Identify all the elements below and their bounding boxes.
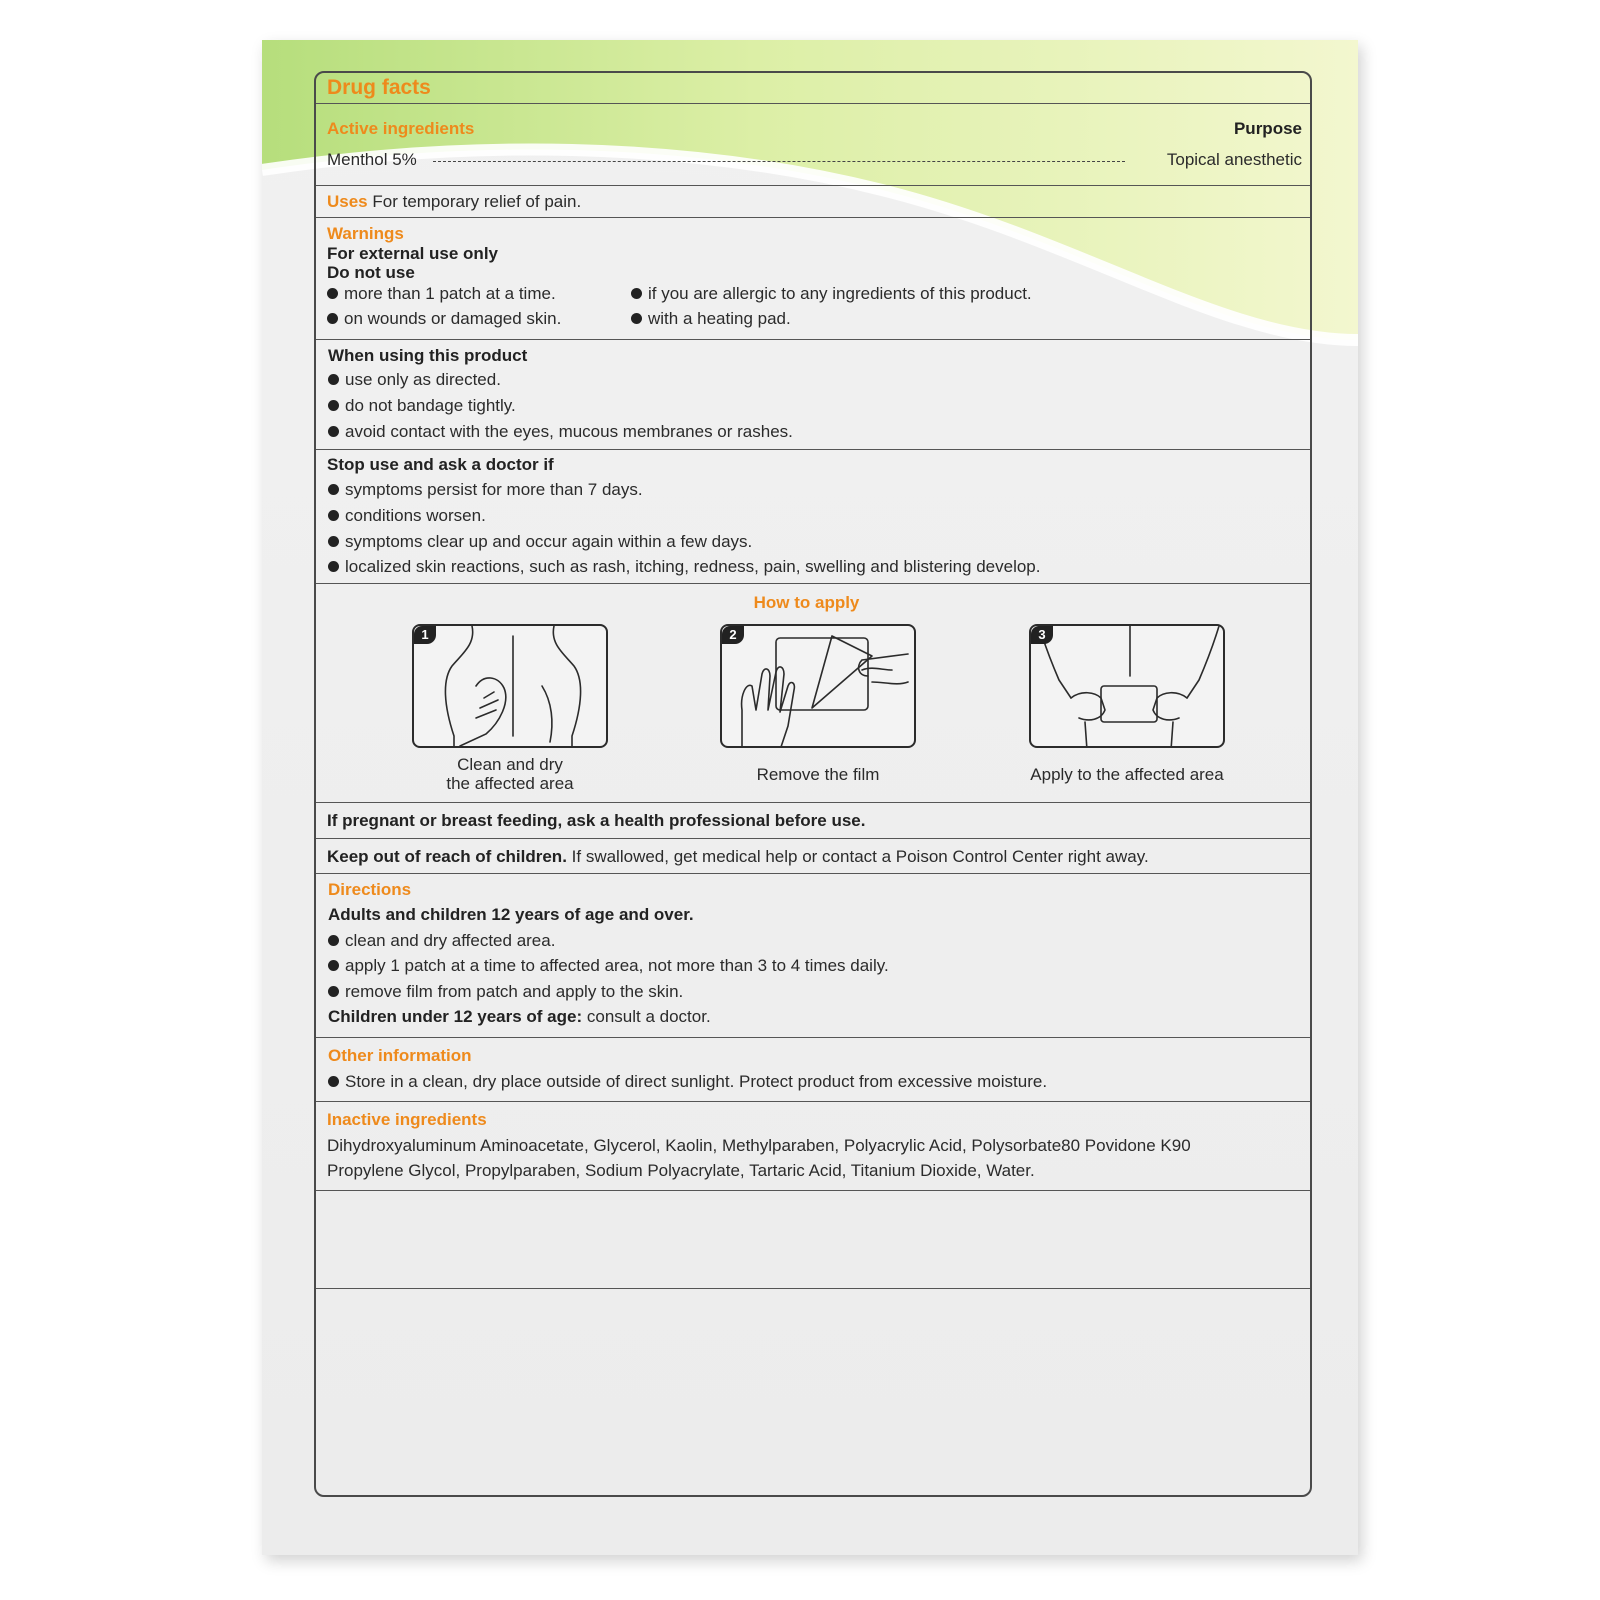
other-information-section [316, 1038, 1310, 1102]
other-information-heading: Other information [328, 1046, 472, 1065]
keep-out-text: If swallowed, get medical help or contact a Poison Control Center right away. [571, 847, 1149, 866]
purpose-heading: Purpose [1233, 119, 1302, 138]
title-section [316, 73, 1310, 104]
step-3-caption: Apply to the affected area [1030, 765, 1224, 784]
inactive-ingredients-line-2: Propylene Glycol, Propylparaben, Sodium Polyacrylate, Tartaric Acid, Titanium Dioxide, Water. [327, 1161, 1035, 1180]
uses-heading: Uses [327, 192, 368, 211]
children-text: consult a doctor. [586, 1007, 711, 1026]
how-to-apply-section [316, 584, 1310, 803]
bullet-icon [328, 561, 339, 572]
active-ingredient: Menthol 5% [327, 150, 417, 169]
inactive-ingredients-heading: Inactive ingredients [327, 1110, 487, 1129]
directions-section [316, 874, 1310, 1038]
apply-patch-icon [1031, 626, 1225, 748]
bullet-icon [328, 1076, 339, 1087]
stop-use-section [316, 450, 1310, 584]
list-item: if you are allergic to any ingredients of this product. [631, 284, 1032, 304]
drug-facts-title: Drug facts [327, 76, 431, 99]
keep-out-heading: Keep out of reach of children. [327, 847, 567, 866]
step-1-illustration [412, 624, 608, 748]
when-using-section [316, 340, 1310, 450]
inactive-ingredients-section [316, 1102, 1310, 1191]
label-sheet [262, 40, 1358, 1555]
external-use-only: For external use only [327, 244, 498, 263]
list-item: clean and dry affected area. [328, 931, 555, 951]
list-item: apply 1 patch at a time to affected area, not more than 3 to 4 times daily. [328, 956, 889, 976]
step-3-illustration [1029, 624, 1225, 748]
warnings-section [316, 218, 1310, 340]
list-item: with a heating pad. [631, 309, 791, 329]
keep-out-section [316, 839, 1310, 874]
drug-facts-panel [314, 71, 1312, 1497]
step-2-illustration [720, 624, 916, 748]
bullet-icon [327, 313, 338, 324]
warnings-heading: Warnings [327, 224, 404, 243]
step-number: 2 [722, 626, 744, 644]
do-not-use-heading: Do not use [327, 263, 415, 282]
bullet-icon [328, 484, 339, 495]
active-ingredients-section [316, 104, 1310, 186]
directions-heading: Directions [328, 880, 412, 899]
step-2-caption: Remove the film [756, 765, 880, 784]
list-item: symptoms clear up and occur again within a few days. [328, 532, 752, 552]
bullet-icon [328, 960, 339, 971]
list-item: do not bandage tightly. [328, 396, 516, 416]
peel-film-icon [722, 626, 916, 748]
step-number: 1 [414, 626, 436, 644]
step-number: 3 [1031, 626, 1053, 644]
dotted-leader [433, 161, 1125, 162]
bullet-icon [327, 288, 338, 299]
bullet-icon [328, 986, 339, 997]
inactive-ingredients-line-1: Dihydroxyaluminum Aminoacetate, Glycerol, Kaolin, Methylparaben, Polyacrylic Acid, Polysorbate80 Povidone K90 [327, 1136, 1191, 1155]
active-ingredients-heading: Active ingredients [327, 119, 475, 138]
bullet-icon [631, 313, 642, 324]
list-item: Store in a clean, dry place outside of direct sunlight. Protect product from excessive moisture. [328, 1072, 1047, 1092]
empty-section [316, 1191, 1310, 1289]
list-item: more than 1 patch at a time. [327, 284, 556, 304]
list-item: localized skin reactions, such as rash, itching, redness, pain, swelling and blistering develop. [328, 557, 1041, 577]
bullet-icon [328, 536, 339, 547]
pregnant-section [316, 803, 1310, 839]
list-item: remove film from patch and apply to the skin. [328, 982, 683, 1002]
list-item: avoid contact with the eyes, mucous membranes or rashes. [328, 422, 793, 442]
bullet-icon [328, 426, 339, 437]
uses-text: For temporary relief of pain. [372, 192, 582, 211]
when-using-heading: When using this product [328, 346, 528, 365]
stop-use-heading: Stop use and ask a doctor if [327, 455, 554, 474]
bullet-icon [328, 510, 339, 521]
purpose-value: Topical anesthetic [1166, 150, 1302, 169]
step-1-caption: Clean and dry the affected area [446, 755, 574, 793]
bullet-icon [328, 374, 339, 385]
bullet-icon [328, 400, 339, 411]
how-to-apply-heading: How to apply [753, 593, 860, 612]
back-wipe-icon [414, 626, 608, 748]
bullet-icon [631, 288, 642, 299]
list-item: conditions worsen. [328, 506, 486, 526]
bullet-icon [328, 935, 339, 946]
list-item: on wounds or damaged skin. [327, 309, 561, 329]
list-item: use only as directed. [328, 370, 501, 390]
pregnant-warning: If pregnant or breast feeding, ask a health professional before use. [327, 811, 866, 830]
uses-section [316, 186, 1310, 218]
children-heading: Children under 12 years of age: [328, 1007, 583, 1026]
list-item: symptoms persist for more than 7 days. [328, 480, 643, 500]
adults-heading: Adults and children 12 years of age and over. [328, 905, 694, 924]
